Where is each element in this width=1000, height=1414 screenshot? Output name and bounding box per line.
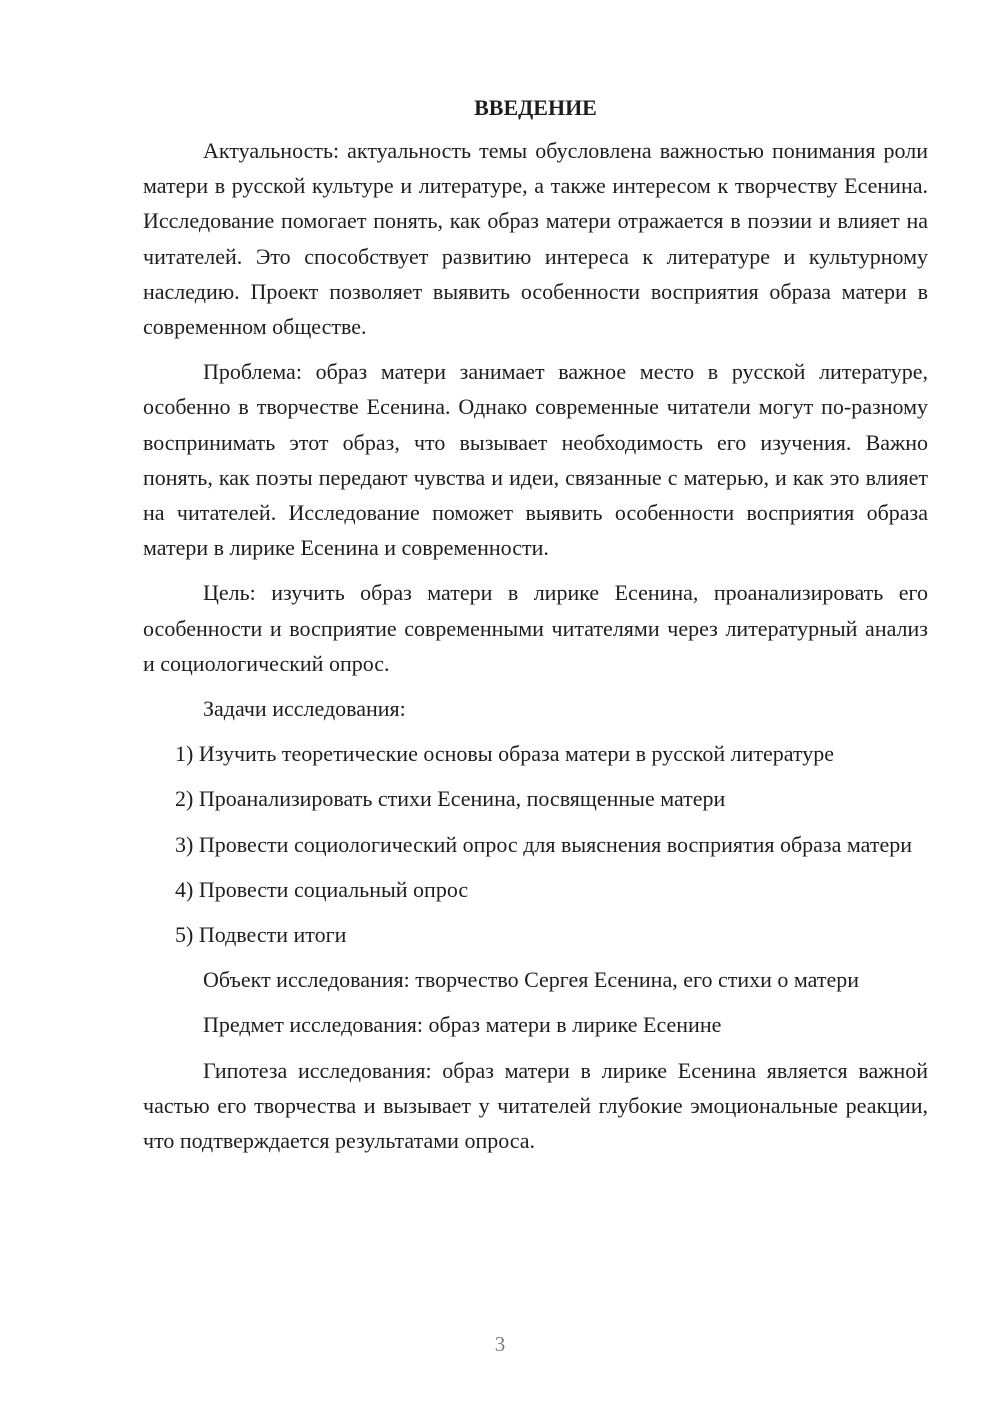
subject-paragraph: Предмет исследования: образ матери в лирике Есенине xyxy=(203,1012,722,1038)
tasks-heading: Задачи исследования: xyxy=(203,696,406,722)
object-paragraph: Объект исследования: творчество Сергея Есенина, его стихи о матери xyxy=(203,967,860,993)
relevance-paragraph: Актуальность: актуальность темы обусловлена важностью понимания роли матери в русской культуре и литературе, а также интересом к творчеству Есенина. Исследование помогает понять, как образ матери отражается в поэзии и влияет на читателей. Это способствует развитию интереса к литературе и культурному наследию. Проект позволяет выявить особенности восприятия образа матери в современном обществе. xyxy=(143,138,928,340)
task-item: 2) Проанализировать стихи Есенина, посвященные матери xyxy=(175,786,726,812)
hypothesis-paragraph: Гипотеза исследования: образ матери в лирике Есенина является важной частью его творчества и вызывает у читателей глубокие эмоциональные реакции, что подтверждается результатами опроса. xyxy=(143,1057,928,1154)
task-item: 3) Провести социологический опрос для выяснения восприятия образа матери xyxy=(175,831,912,857)
section-title: ВВЕДЕНИЕ xyxy=(474,95,597,120)
task-item: 5) Подвести итоги xyxy=(175,922,347,948)
goal-paragraph: Цель: изучить образ матери в лирике Есенина, проанализировать его особенности и восприятие современными читателями через литературный анализ и социологический опрос. xyxy=(143,580,928,676)
document-page xyxy=(143,90,928,1168)
task-item: 1) Изучить теоретические основы образа матери в русской литературе xyxy=(175,741,835,767)
page-number: 3 xyxy=(494,1332,506,1356)
task-item: 4) Провести социальный опрос xyxy=(175,876,469,902)
problem-paragraph: Проблема: образ матери занимает важное место в русской литературе, особенно в творчестве Есенина. Однако современные читатели могут по-разному воспринимать этот образ, что вызывает необходимость его изучения. Важно понять, как поэты передают чувства и идеи, связанные с матерью, и как это влияет на читателей. Исследование поможет выявить особенности восприятия образа матери в лирике Есенина и современности. xyxy=(143,359,928,561)
